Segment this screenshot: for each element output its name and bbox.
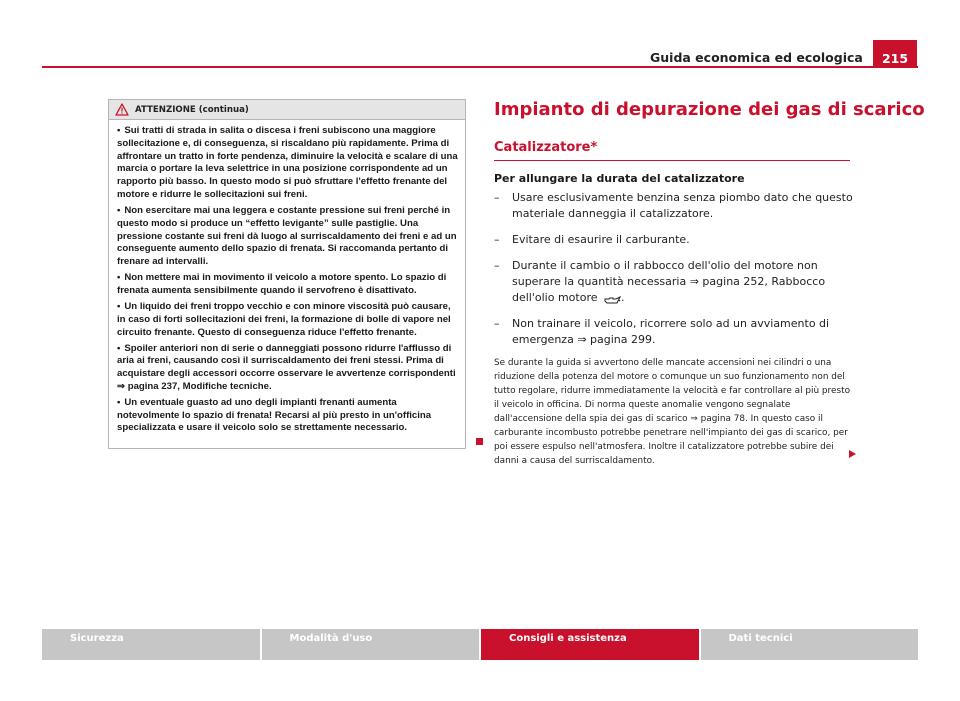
tab-modalita-d-uso[interactable]: Modalità d'uso bbox=[262, 629, 480, 660]
page-number: 215 bbox=[873, 40, 917, 66]
list-item: – Non trainare il veicolo, ricorrere solo ad un avviamento di emergenza ⇒ pagina 299. bbox=[494, 317, 830, 346]
header-rule bbox=[42, 66, 918, 68]
warning-header bbox=[109, 100, 465, 120]
list-item: – Evitare di esaurire il carburante. bbox=[494, 233, 690, 246]
warning-triangle-icon bbox=[115, 103, 129, 116]
warning-box bbox=[108, 99, 466, 449]
tab-dati-tecnici[interactable]: Dati tecnici bbox=[701, 629, 919, 660]
footer-nav bbox=[42, 629, 918, 660]
warning-heading: ATTENZIONE (continua) bbox=[135, 104, 249, 115]
warning-body bbox=[109, 120, 465, 435]
subsection-title: Catalizzatore* bbox=[494, 140, 598, 155]
section-title: Impianto di depurazione dei gas di scarico bbox=[494, 99, 925, 120]
tab-consigli-e-assistenza[interactable]: Consigli e assistenza bbox=[481, 629, 699, 660]
running-header: Guida economica ed ecologica bbox=[650, 50, 863, 65]
warning-item: • Non mettere mai in movimento il veicolo a motore spento. Lo spazio di frenata aumenta sensibilmente quando il servofreno è disattivato. bbox=[117, 272, 447, 296]
section-heading: Per allungare la durata del catalizzatore bbox=[494, 172, 745, 185]
warning-item: • Sui tratti di strada in salita o discesa i freni subiscono una maggiore sollecitazione e, di conseguenza, si riscaldano più rapidamente. Prima di affrontare un tratto in forte pendenza, diminuire la velocità e scalare di una marcia o portare la leva selettrice in una posizione corrispondente ad un rapporto più basso. In questo modo si può sfruttare l'effetto frenante del motore e ridurre le sollecitazioni sui freni. bbox=[117, 125, 458, 200]
warning-item: • Un liquido dei freni troppo vecchio e con minore viscosità può causare, in caso di forti sollecitazioni dei freni, la formazione di bolle di vapore nel circuito frenante. Questo di conseguenza riduce l'effetto frenante. bbox=[117, 300, 451, 338]
list-item: – Usare esclusivamente benzina senza piombo dato che questo materiale danneggia il catalizzatore. bbox=[494, 191, 853, 220]
subsection-rule bbox=[494, 160, 850, 161]
warning-item: • Spoiler anteriori non di serie o danneggiati possono ridurre l'afflusso di aria ai freni, causando così il surriscaldamento dei freni stessi. Prima di acquistare degli accessori occorre osservare le avvertenze corrispondenti ⇒ pagina 237, Modifiche tecniche. bbox=[117, 342, 456, 392]
continue-arrow-icon bbox=[849, 450, 856, 458]
instruction-list bbox=[494, 190, 854, 358]
tab-sicurezza[interactable]: Sicurezza bbox=[42, 629, 260, 660]
note-paragraph: Se durante la guida si avvertono delle mancate accensioni nei cilindri o una riduzione della potenza del motore o comunque un suo funzionamento non del tutto regolare, ridurre immediatamente la velocità e far controllare al più presto il veicolo in officina. Di norma queste anomalie vengono segnalate dall'accensione della spia dei gas di scarico ⇒ pagina 78. In questo caso il carburante incombusto potrebbe penetrare nell'impianto dei gas di scarico, per poi essere espulso nell'atmosfera. Inoltre il catalizzatore potrebbe subire dei danni a causa del surriscaldamento. bbox=[494, 358, 851, 466]
warning-item: • Non esercitare mai una leggera e costante pressione sui freni perché in questo modo si produce un “effetto levigante” sulle pastiglie. Una pressione costante sui freni dà luogo al surriscaldamento dei freni e ad un conseguente aumento dello spazio di frenata. Si raccomanda pertanto di frenare ad intervalli. bbox=[117, 204, 457, 268]
end-of-warning-square-icon bbox=[476, 438, 483, 445]
oil-can-icon bbox=[603, 294, 621, 303]
list-item: – Durante il cambio o il rabbocco dell'olio del motore non superare la quantità necessaria ⇒ pagina 252, Rabbocco dell'olio motore . bbox=[494, 259, 826, 304]
warning-item: • Un eventuale guasto ad uno degli impianti frenanti aumenta notevolmente lo spazio di frenata! Recarsi al più presto in un'officina specializzata e usare il veicolo solo se strettamente necessario. bbox=[117, 396, 432, 434]
